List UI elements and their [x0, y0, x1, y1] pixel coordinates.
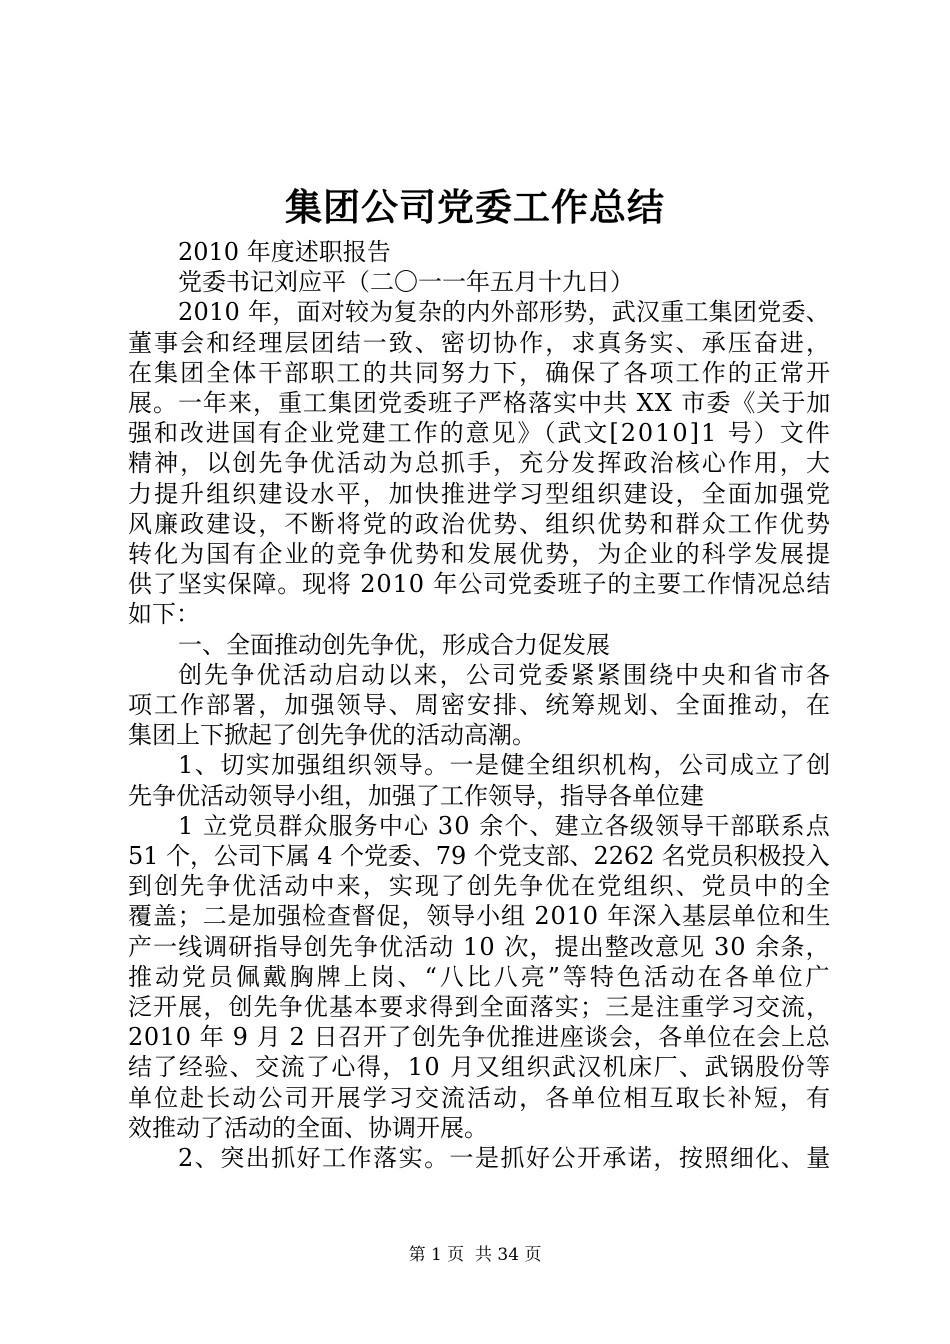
text-line: 供了坚实保障。现将 2010 年公司党委班子的主要工作情况总结 — [128, 570, 832, 599]
text-line: 2、突出抓好工作落实。一是抓好公开承诺，按照细化、量 — [178, 1144, 832, 1172]
document-title: 集团公司党委工作总结 — [285, 186, 665, 229]
text-line: 创先争优活动启动以来，公司党委紧紧围绕中央和省市各 — [178, 660, 833, 689]
text-line: 2010 年度述职报告 — [178, 238, 391, 266]
text-line: 2010 年 9 月 2 日召开了创先争优推进座谈会，各单位在会上总 — [128, 1023, 831, 1052]
text-line: 单位赴长动公司开展学习交流活动，各单位相互取长补短，有 — [128, 1083, 833, 1112]
text-line: 先争优活动领导小组，加强了工作领导，指导各单位建 — [128, 781, 704, 810]
text-line: 产一线调研指导创先争优活动 10 次，提出整改意见 30 余条， — [128, 932, 831, 961]
text-line: 展。一年来，重工集团党委班子严格落实中共 XX 市委《关于加 — [128, 389, 832, 417]
text-line: 1、切实加强组织领导。一是健全组织机构，公司成立了创 — [178, 751, 832, 780]
text-line: 效推动了活动的全面、协调开展。 — [128, 1113, 488, 1142]
text-line: 党委书记刘应平（二〇一一年五月十九日） — [178, 268, 634, 297]
text-line: 风廉政建设，不断将党的政治优势、组织优势和群众工作优势 — [128, 509, 833, 538]
text-line: 一、全面推动创先争优，形成合力促发展 — [178, 630, 610, 659]
text-line: 董事会和经理层团结一致、密切协作，求真务实、承压奋进， — [128, 328, 833, 357]
text-line: 覆盖；二是加强检查督促，领导小组 2010 年深入基层单位和生 — [128, 902, 832, 931]
text-line: 强和改进国有企业党建工作的意见》（武文[2010]1 号）文件 — [128, 419, 832, 448]
text-line: 项工作部署，加强领导、周密安排、统筹规划、全面推动，在 — [128, 691, 833, 719]
text-line: 1 立党员群众服务中心 30 余个、建立各级领导干部联系点 — [178, 811, 831, 840]
text-line: 推动党员佩戴胸牌上岗、“八比八亮”等特色活动在各单位广 — [128, 962, 833, 991]
page-footer: 第 1 页 共 34 页 — [408, 1245, 542, 1265]
text-line: 到创先争优活动中来，实现了创先争优在党组织、党员中的全 — [128, 872, 833, 901]
text-line: 在集团全体干部职工的共同努力下，确保了各项工作的正常开 — [128, 358, 833, 387]
text-line: 精神，以创先争优活动为总抓手，充分发挥政治核心作用，大 — [128, 449, 833, 478]
text-line: 转化为国有企业的竞争优势和发展优势，为企业的科学发展提 — [128, 540, 833, 568]
text-line: 51 个，公司下属 4 个党委、79 个党支部、2262 名党员积极投入 — [128, 842, 830, 870]
text-line: 如下： — [128, 600, 200, 629]
text-line: 结了经验、交流了心得，10 月又组织武汉机床厂、武锅股份等 — [128, 1053, 832, 1082]
text-line: 泛开展，创先争优基本要求得到全面落实；三是注重学习交流， — [128, 993, 832, 1021]
text-line: 集团上下掀起了创先争优的活动高潮。 — [128, 721, 536, 750]
text-line: 2010 年，面对较为复杂的内外部形势，武汉重工集团党委、 — [178, 298, 830, 327]
text-line: 力提升组织建设水平，加快推进学习型组织建设，全面加强党 — [128, 479, 833, 508]
